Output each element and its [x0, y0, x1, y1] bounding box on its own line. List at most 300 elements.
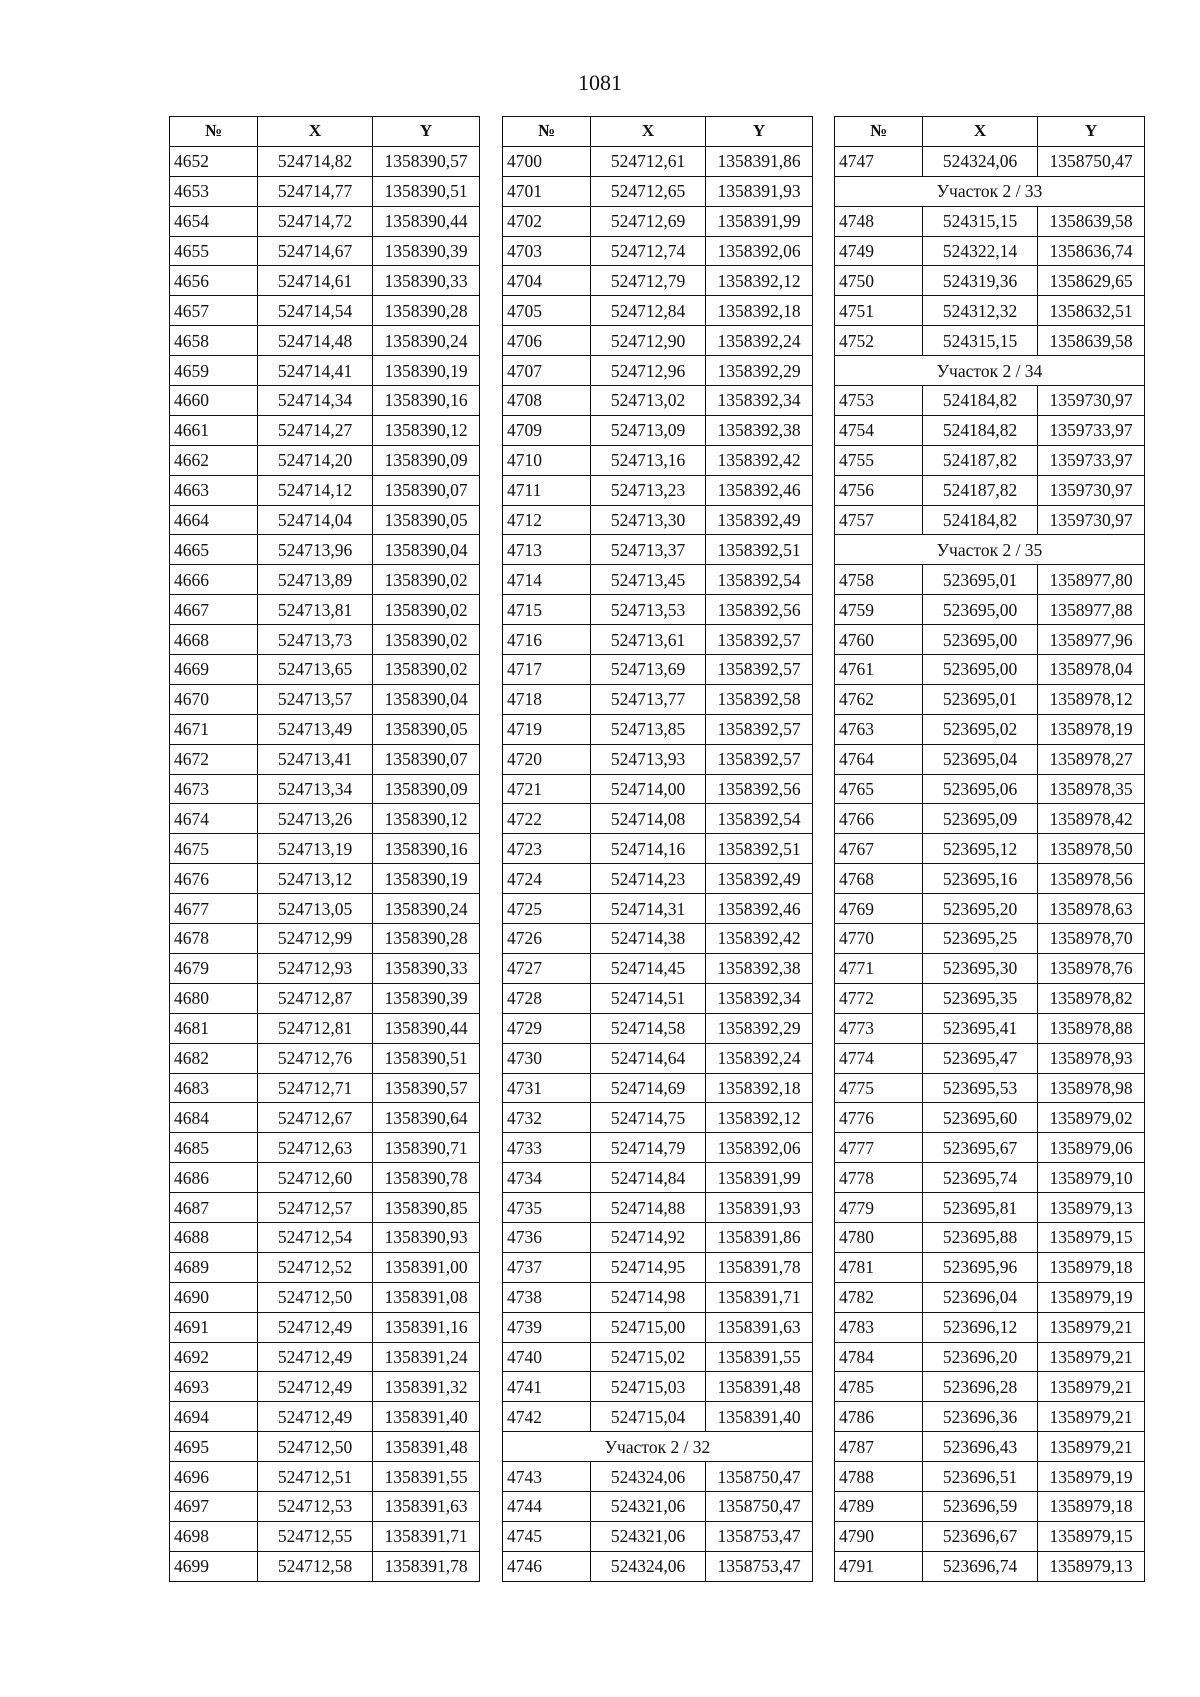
- table-row: [170, 1521, 480, 1551]
- y-coordinate: 1358392,58: [706, 684, 813, 714]
- y-coordinate: 1358391,99: [706, 206, 813, 236]
- point-number: 4788: [835, 1462, 923, 1492]
- table-row: [835, 774, 1145, 804]
- y-coordinate: 1358979,13: [1038, 1551, 1145, 1581]
- point-number: 4706: [503, 326, 591, 356]
- point-number: 4726: [503, 924, 591, 954]
- y-coordinate: 1358978,70: [1038, 924, 1145, 954]
- x-coordinate: 524714,84: [591, 1163, 706, 1193]
- point-number: 4696: [170, 1462, 258, 1492]
- point-number: 4675: [170, 834, 258, 864]
- section-title: Участок 2 / 32: [503, 1432, 813, 1462]
- table-row: [503, 1312, 813, 1342]
- table-row: [170, 1491, 480, 1521]
- point-number: 4753: [835, 386, 923, 416]
- y-coordinate: 1358391,00: [373, 1252, 480, 1282]
- y-coordinate: 1358391,86: [706, 146, 813, 176]
- x-coordinate: 523695,47: [923, 1043, 1038, 1073]
- y-coordinate: 1358392,29: [706, 356, 813, 386]
- section-row: [503, 1432, 813, 1462]
- table-row: [503, 475, 813, 505]
- table-row: [503, 1043, 813, 1073]
- point-number: 4679: [170, 953, 258, 983]
- point-number: 4731: [503, 1073, 591, 1103]
- point-number: 4682: [170, 1043, 258, 1073]
- y-coordinate: 1358392,49: [706, 864, 813, 894]
- y-coordinate: 1358392,57: [706, 714, 813, 744]
- y-coordinate: 1358391,71: [373, 1521, 480, 1551]
- point-number: 4708: [503, 386, 591, 416]
- table-row: [835, 505, 1145, 535]
- point-number: 4715: [503, 595, 591, 625]
- point-number: 4756: [835, 475, 923, 505]
- table-row: [170, 1252, 480, 1282]
- y-coordinate: 1358392,46: [706, 894, 813, 924]
- table-row: [503, 1252, 813, 1282]
- x-coordinate: 524712,74: [591, 236, 706, 266]
- table-row: [835, 1163, 1145, 1193]
- table-row: [503, 744, 813, 774]
- y-coordinate: 1358392,12: [706, 1103, 813, 1133]
- x-coordinate: 524714,69: [591, 1073, 706, 1103]
- point-number: 4695: [170, 1432, 258, 1462]
- y-coordinate: 1358392,06: [706, 236, 813, 266]
- y-coordinate: 1358392,56: [706, 595, 813, 625]
- y-coordinate: 1358639,58: [1038, 206, 1145, 236]
- table-row: [503, 326, 813, 356]
- point-number: 4667: [170, 595, 258, 625]
- y-coordinate: 1358392,57: [706, 655, 813, 685]
- point-number: 4703: [503, 236, 591, 266]
- table-row: [503, 774, 813, 804]
- table-row: [835, 714, 1145, 744]
- x-coordinate: 523695,06: [923, 774, 1038, 804]
- y-coordinate: 1358391,63: [373, 1491, 480, 1521]
- y-coordinate: 1358979,10: [1038, 1163, 1145, 1193]
- table-row: [503, 684, 813, 714]
- y-coordinate: 1358979,15: [1038, 1521, 1145, 1551]
- x-coordinate: 523696,67: [923, 1521, 1038, 1551]
- point-number: 4736: [503, 1222, 591, 1252]
- x-coordinate: 524714,16: [591, 834, 706, 864]
- y-coordinate: 1358639,58: [1038, 326, 1145, 356]
- y-coordinate: 1358390,33: [373, 953, 480, 983]
- y-coordinate: 1358391,71: [706, 1282, 813, 1312]
- point-number: 4779: [835, 1193, 923, 1223]
- table-row: [503, 296, 813, 326]
- table-row: [835, 1193, 1145, 1223]
- table-row: [835, 1043, 1145, 1073]
- point-number: 4684: [170, 1103, 258, 1133]
- x-coordinate: 524714,27: [258, 415, 373, 445]
- table-row: [835, 146, 1145, 176]
- x-coordinate: 524713,09: [591, 415, 706, 445]
- x-coordinate: 524712,52: [258, 1252, 373, 1282]
- point-number: 4735: [503, 1193, 591, 1223]
- y-coordinate: 1358390,16: [373, 386, 480, 416]
- x-coordinate: 524712,81: [258, 1013, 373, 1043]
- table-row: [503, 206, 813, 236]
- table-row: [835, 445, 1145, 475]
- point-number: 4674: [170, 804, 258, 834]
- table-row: [503, 595, 813, 625]
- point-number: 4761: [835, 655, 923, 685]
- y-coordinate: 1358978,98: [1038, 1073, 1145, 1103]
- table-row: [170, 1013, 480, 1043]
- x-coordinate: 523695,53: [923, 1073, 1038, 1103]
- point-number: 4707: [503, 356, 591, 386]
- y-coordinate: 1358390,02: [373, 655, 480, 685]
- header-y: Y: [373, 117, 480, 147]
- y-coordinate: 1358390,02: [373, 595, 480, 625]
- table-row: [503, 1402, 813, 1432]
- point-number: 4702: [503, 206, 591, 236]
- x-coordinate: 523696,12: [923, 1312, 1038, 1342]
- x-coordinate: 523695,02: [923, 714, 1038, 744]
- y-coordinate: 1358391,48: [373, 1432, 480, 1462]
- x-coordinate: 524714,77: [258, 176, 373, 206]
- y-coordinate: 1358979,21: [1038, 1372, 1145, 1402]
- table-row: [170, 774, 480, 804]
- y-coordinate: 1358978,93: [1038, 1043, 1145, 1073]
- table-row: [835, 744, 1145, 774]
- table-row: [503, 535, 813, 565]
- table-row: [503, 953, 813, 983]
- x-coordinate: 524714,58: [591, 1013, 706, 1043]
- point-number: 4668: [170, 625, 258, 655]
- point-number: 4688: [170, 1222, 258, 1252]
- point-number: 4737: [503, 1252, 591, 1282]
- x-coordinate: 524713,37: [591, 535, 706, 565]
- point-number: 4758: [835, 565, 923, 595]
- table-row: [835, 565, 1145, 595]
- y-coordinate: 1358979,21: [1038, 1432, 1145, 1462]
- point-number: 4723: [503, 834, 591, 864]
- y-coordinate: 1358636,74: [1038, 236, 1145, 266]
- point-number: 4754: [835, 415, 923, 445]
- y-coordinate: 1358978,42: [1038, 804, 1145, 834]
- point-number: 4705: [503, 296, 591, 326]
- y-coordinate: 1358979,13: [1038, 1193, 1145, 1223]
- table-row: [503, 1222, 813, 1252]
- x-coordinate: 524324,06: [591, 1551, 706, 1581]
- point-number: 4752: [835, 326, 923, 356]
- y-coordinate: 1358977,80: [1038, 565, 1145, 595]
- table-row: [170, 1073, 480, 1103]
- section-title: Участок 2 / 34: [835, 356, 1145, 386]
- point-number: 4746: [503, 1551, 591, 1581]
- y-coordinate: 1358392,42: [706, 445, 813, 475]
- x-coordinate: 524712,49: [258, 1342, 373, 1372]
- y-coordinate: 1358632,51: [1038, 296, 1145, 326]
- point-number: 4767: [835, 834, 923, 864]
- table-row: [503, 1163, 813, 1193]
- x-coordinate: 524715,02: [591, 1342, 706, 1372]
- x-coordinate: 524714,64: [591, 1043, 706, 1073]
- table-row: [170, 206, 480, 236]
- table-row: [170, 1312, 480, 1342]
- x-coordinate: 524713,89: [258, 565, 373, 595]
- point-number: 4721: [503, 774, 591, 804]
- table-row: [170, 1193, 480, 1223]
- x-coordinate: 523695,01: [923, 684, 1038, 714]
- x-coordinate: 523695,04: [923, 744, 1038, 774]
- point-number: 4665: [170, 535, 258, 565]
- table-row: [503, 894, 813, 924]
- point-number: 4712: [503, 505, 591, 535]
- point-number: 4690: [170, 1282, 258, 1312]
- table-row: [835, 684, 1145, 714]
- y-coordinate: 1358391,32: [373, 1372, 480, 1402]
- y-coordinate: 1358390,19: [373, 864, 480, 894]
- section-row: [835, 535, 1145, 565]
- x-coordinate: 524713,65: [258, 655, 373, 685]
- point-number: 4691: [170, 1312, 258, 1342]
- y-coordinate: 1358753,47: [706, 1521, 813, 1551]
- y-coordinate: 1358750,47: [706, 1462, 813, 1492]
- x-coordinate: 524712,61: [591, 146, 706, 176]
- x-coordinate: 524187,82: [923, 475, 1038, 505]
- table-row: [503, 176, 813, 206]
- header-x: X: [591, 117, 706, 147]
- point-number: 4657: [170, 296, 258, 326]
- x-coordinate: 524714,88: [591, 1193, 706, 1223]
- y-coordinate: 1358979,21: [1038, 1402, 1145, 1432]
- x-coordinate: 524712,58: [258, 1551, 373, 1581]
- y-coordinate: 1358978,50: [1038, 834, 1145, 864]
- table-row: [170, 565, 480, 595]
- x-coordinate: 524321,06: [591, 1521, 706, 1551]
- point-number: 4787: [835, 1432, 923, 1462]
- y-coordinate: 1358391,55: [706, 1342, 813, 1372]
- point-number: 4773: [835, 1013, 923, 1043]
- table-row: [170, 714, 480, 744]
- x-coordinate: 524713,53: [591, 595, 706, 625]
- y-coordinate: 1358392,54: [706, 565, 813, 595]
- y-coordinate: 1358390,09: [373, 774, 480, 804]
- table-row: [835, 1432, 1145, 1462]
- table-row: [835, 595, 1145, 625]
- table-row: [835, 1133, 1145, 1163]
- x-coordinate: 524712,90: [591, 326, 706, 356]
- table-row: [503, 1462, 813, 1492]
- table-row: [503, 386, 813, 416]
- point-number: 4718: [503, 684, 591, 714]
- y-coordinate: 1358390,04: [373, 535, 480, 565]
- table-row: [170, 1103, 480, 1133]
- y-coordinate: 1358978,76: [1038, 953, 1145, 983]
- y-coordinate: 1358978,12: [1038, 684, 1145, 714]
- x-coordinate: 524714,79: [591, 1133, 706, 1163]
- table-row: [835, 415, 1145, 445]
- table-row: [170, 1133, 480, 1163]
- point-number: 4724: [503, 864, 591, 894]
- header-x: X: [923, 117, 1038, 147]
- y-coordinate: 1358392,56: [706, 774, 813, 804]
- x-coordinate: 524714,04: [258, 505, 373, 535]
- x-coordinate: 523696,51: [923, 1462, 1038, 1492]
- point-number: 4772: [835, 983, 923, 1013]
- table-row: [170, 356, 480, 386]
- point-number: 4785: [835, 1372, 923, 1402]
- table-row: [503, 924, 813, 954]
- table-row: [170, 1372, 480, 1402]
- y-coordinate: 1358978,56: [1038, 864, 1145, 894]
- y-coordinate: 1358392,51: [706, 834, 813, 864]
- x-coordinate: 524713,41: [258, 744, 373, 774]
- point-number: 4749: [835, 236, 923, 266]
- point-number: 4744: [503, 1491, 591, 1521]
- x-coordinate: 524322,14: [923, 236, 1038, 266]
- y-coordinate: 1358392,57: [706, 744, 813, 774]
- point-number: 4700: [503, 146, 591, 176]
- y-coordinate: 1358390,19: [373, 356, 480, 386]
- table-row: [503, 505, 813, 535]
- point-number: 4692: [170, 1342, 258, 1372]
- table-row: [835, 864, 1145, 894]
- point-number: 4771: [835, 953, 923, 983]
- y-coordinate: 1358390,44: [373, 206, 480, 236]
- table-row: [170, 953, 480, 983]
- x-coordinate: 524714,92: [591, 1222, 706, 1252]
- x-coordinate: 524712,60: [258, 1163, 373, 1193]
- x-coordinate: 524712,53: [258, 1491, 373, 1521]
- table-row: [503, 415, 813, 445]
- point-number: 4766: [835, 804, 923, 834]
- table-row: [503, 1372, 813, 1402]
- point-number: 4683: [170, 1073, 258, 1103]
- point-number: 4670: [170, 684, 258, 714]
- table-row: [835, 266, 1145, 296]
- point-number: 4789: [835, 1491, 923, 1521]
- x-coordinate: 523695,00: [923, 595, 1038, 625]
- y-coordinate: 1358390,33: [373, 266, 480, 296]
- x-coordinate: 524712,69: [591, 206, 706, 236]
- point-number: 4678: [170, 924, 258, 954]
- y-coordinate: 1358391,78: [373, 1551, 480, 1581]
- y-coordinate: 1358392,34: [706, 983, 813, 1013]
- table-row: [835, 236, 1145, 266]
- table-row: [170, 1282, 480, 1312]
- x-coordinate: 524712,50: [258, 1282, 373, 1312]
- y-coordinate: 1358979,02: [1038, 1103, 1145, 1133]
- table-row: [835, 1103, 1145, 1133]
- table-row: [170, 505, 480, 535]
- point-number: 4652: [170, 146, 258, 176]
- y-coordinate: 1358391,24: [373, 1342, 480, 1372]
- x-coordinate: 524184,82: [923, 415, 1038, 445]
- point-number: 4783: [835, 1312, 923, 1342]
- point-number: 4676: [170, 864, 258, 894]
- x-coordinate: 524713,30: [591, 505, 706, 535]
- y-coordinate: 1358390,93: [373, 1222, 480, 1252]
- table-row: [503, 1193, 813, 1223]
- y-coordinate: 1358977,96: [1038, 625, 1145, 655]
- x-coordinate: 523695,00: [923, 655, 1038, 685]
- point-number: 4759: [835, 595, 923, 625]
- table-row: [835, 1013, 1145, 1043]
- point-number: 4709: [503, 415, 591, 445]
- point-number: 4743: [503, 1462, 591, 1492]
- x-coordinate: 524713,05: [258, 894, 373, 924]
- table-header-row: [835, 117, 1145, 147]
- y-coordinate: 1359730,97: [1038, 475, 1145, 505]
- x-coordinate: 523696,20: [923, 1342, 1038, 1372]
- point-number: 4775: [835, 1073, 923, 1103]
- x-coordinate: 523695,00: [923, 625, 1038, 655]
- y-coordinate: 1358391,63: [706, 1312, 813, 1342]
- x-coordinate: 523696,04: [923, 1282, 1038, 1312]
- y-coordinate: 1358390,02: [373, 565, 480, 595]
- x-coordinate: 523695,35: [923, 983, 1038, 1013]
- x-coordinate: 524714,51: [591, 983, 706, 1013]
- table-row: [503, 1013, 813, 1043]
- table-row: [170, 864, 480, 894]
- point-number: 4760: [835, 625, 923, 655]
- table-row: [503, 356, 813, 386]
- table-row: [835, 296, 1145, 326]
- x-coordinate: 523696,59: [923, 1491, 1038, 1521]
- point-number: 4722: [503, 804, 591, 834]
- point-number: 4765: [835, 774, 923, 804]
- x-coordinate: 524714,08: [591, 804, 706, 834]
- table-row: [503, 445, 813, 475]
- x-coordinate: 524714,75: [591, 1103, 706, 1133]
- y-coordinate: 1359733,97: [1038, 445, 1145, 475]
- x-coordinate: 524712,55: [258, 1521, 373, 1551]
- coordinate-table-3: [834, 116, 1145, 1582]
- point-number: 4725: [503, 894, 591, 924]
- x-coordinate: 524713,77: [591, 684, 706, 714]
- y-coordinate: 1358390,24: [373, 326, 480, 356]
- point-number: 4784: [835, 1342, 923, 1372]
- y-coordinate: 1358390,28: [373, 924, 480, 954]
- y-coordinate: 1358390,05: [373, 505, 480, 535]
- y-coordinate: 1359730,97: [1038, 505, 1145, 535]
- table-row: [835, 834, 1145, 864]
- y-coordinate: 1358979,19: [1038, 1282, 1145, 1312]
- point-number: 4659: [170, 356, 258, 386]
- x-coordinate: 524184,82: [923, 505, 1038, 535]
- point-number: 4757: [835, 505, 923, 535]
- y-coordinate: 1358390,28: [373, 296, 480, 326]
- x-coordinate: 524187,82: [923, 445, 1038, 475]
- table-row: [170, 146, 480, 176]
- x-coordinate: 523695,25: [923, 924, 1038, 954]
- table-row: [170, 804, 480, 834]
- header-number: №: [503, 117, 591, 147]
- table-row: [835, 953, 1145, 983]
- y-coordinate: 1358392,18: [706, 1073, 813, 1103]
- point-number: 4764: [835, 744, 923, 774]
- table-row: [503, 625, 813, 655]
- x-coordinate: 524184,82: [923, 386, 1038, 416]
- x-coordinate: 523695,60: [923, 1103, 1038, 1133]
- x-coordinate: 524714,95: [591, 1252, 706, 1282]
- page-number: 1081: [578, 70, 622, 95]
- x-coordinate: 524712,63: [258, 1133, 373, 1163]
- point-number: 4745: [503, 1521, 591, 1551]
- point-number: 4768: [835, 864, 923, 894]
- table-row: [170, 326, 480, 356]
- point-number: 4780: [835, 1222, 923, 1252]
- y-coordinate: 1358390,16: [373, 834, 480, 864]
- table-row: [170, 744, 480, 774]
- table-row: [170, 535, 480, 565]
- y-coordinate: 1358391,48: [706, 1372, 813, 1402]
- table-row: [503, 565, 813, 595]
- y-coordinate: 1358392,06: [706, 1133, 813, 1163]
